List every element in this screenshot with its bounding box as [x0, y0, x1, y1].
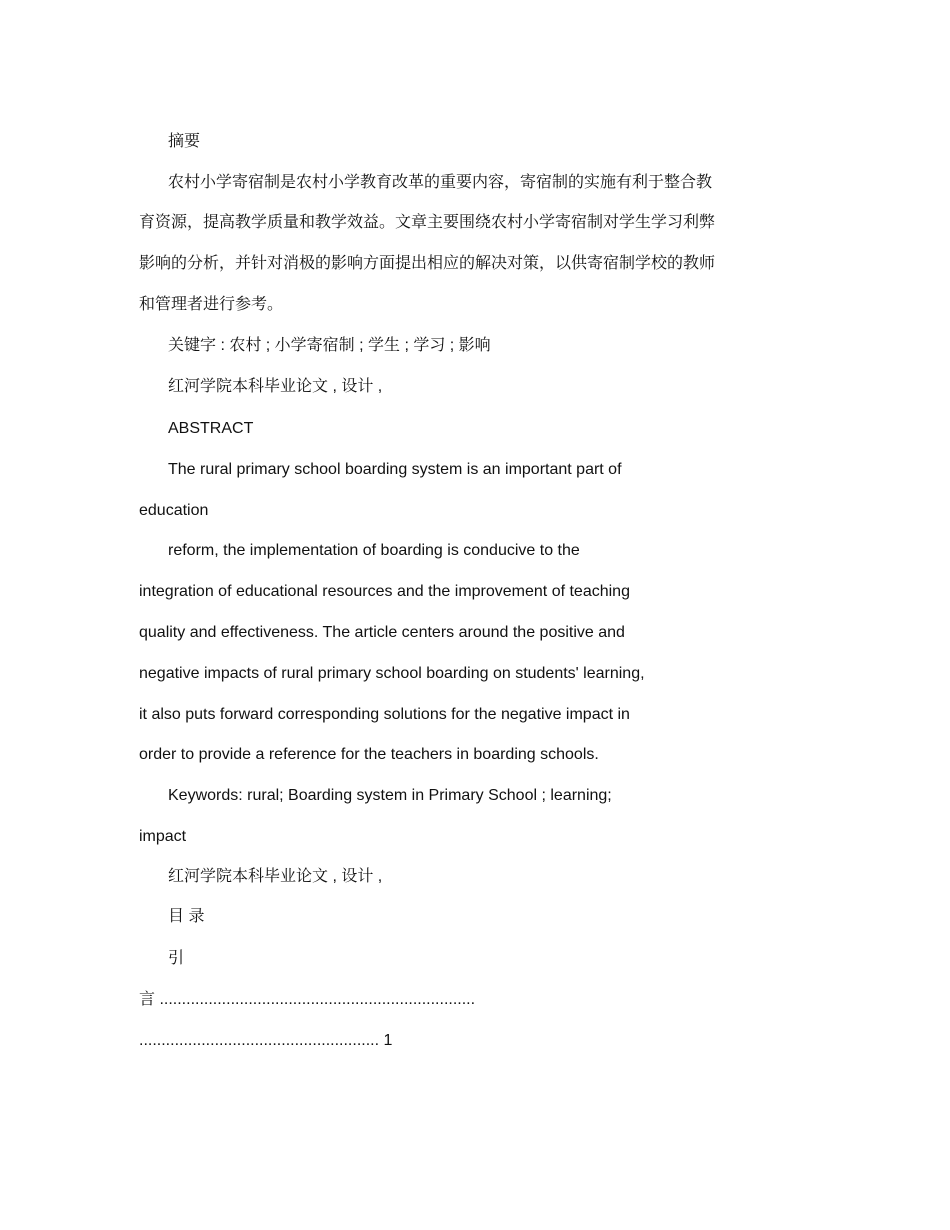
toc-entry-intro-leader: 言 .......................................................................	[139, 991, 476, 1008]
abstract-cn-heading: 摘要	[168, 133, 201, 150]
toc-heading: 目 录	[168, 908, 205, 925]
abstract-cn-keywords: 关键字 : 农村 ; 小学寄宿制 ; 学生 ; 学习 ; 影响	[168, 337, 491, 354]
abstract-cn-line: 育资源，提高教学质量和教学效益。文章主要围绕农村小学寄宿制对学生学习利弊	[139, 214, 716, 231]
abstract-en-line: quality and effectiveness. The article centers around the positive and	[139, 624, 625, 641]
toc-entry-intro-page: ...................................................... 1	[139, 1032, 393, 1049]
abstract-en-keywords: Keywords: rural; Boarding system in Primary School ; learning;	[168, 787, 612, 804]
abstract-en-line: negative impacts of rural primary school boarding on students' learning,	[139, 665, 645, 682]
abstract-en-line: The rural primary school boarding system is an important part of	[168, 461, 622, 478]
abstract-cn-line: 影响的分析，并针对消极的影响方面提出相应的解决对策，以供寄宿制学校的教师	[139, 255, 716, 272]
abstract-en-line: it also puts forward corresponding solutions for the negative impact in	[139, 706, 630, 723]
abstract-cn-line: 农村小学寄宿制是农村小学教育改革的重要内容，寄宿制的实施有利于整合教	[168, 174, 713, 191]
toc-entry-intro: 引	[168, 950, 185, 967]
abstract-en-line: order to provide a reference for the teachers in boarding schools.	[139, 746, 599, 763]
abstract-cn-line: 和管理者进行参考。	[139, 296, 284, 313]
running-header: 红河学院本科毕业论文 , 设计 ,	[168, 868, 383, 885]
abstract-en-keywords-cont: impact	[139, 828, 187, 845]
abstract-en-heading: ABSTRACT	[168, 420, 254, 437]
abstract-en-line: education	[139, 502, 209, 519]
abstract-en-line: reform, the implementation of boarding is conducive to the	[168, 542, 580, 559]
running-header: 红河学院本科毕业论文 , 设计 ,	[168, 378, 383, 395]
abstract-en-line: integration of educational resources and the improvement of teaching	[139, 583, 630, 600]
